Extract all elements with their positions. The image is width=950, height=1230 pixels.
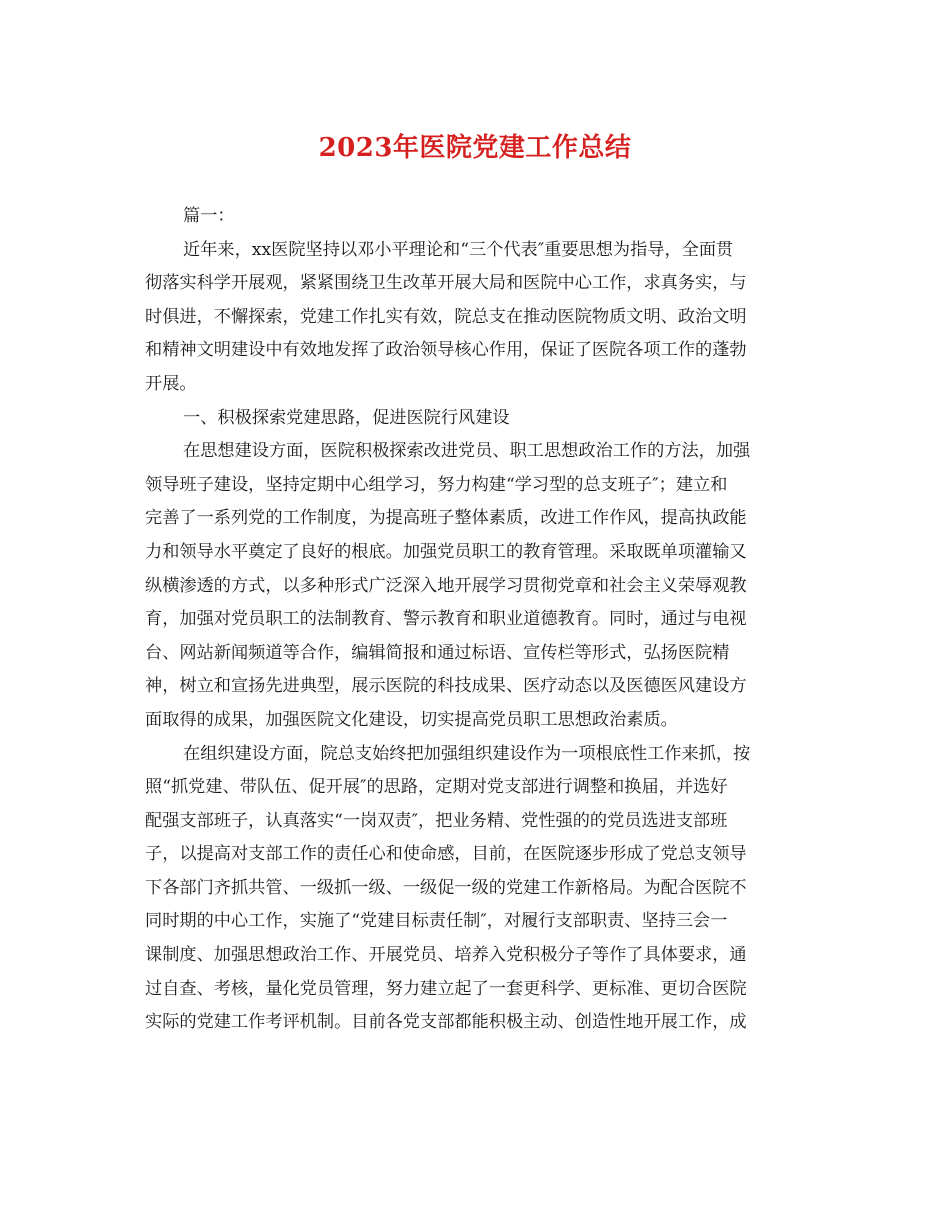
- text-line: 同时期的中心工作，实施了“党建目标责任制″，对履行支部职责、坚持三会一: [145, 911, 728, 932]
- document-title: 2023年医院党建工作总结: [318, 133, 632, 163]
- text-line: 和精神文明建设中有效地发挥了政治领导核心作用，保证了医院各项工作的蓬勃: [145, 340, 747, 361]
- text-line: 完善了一系列党的工作制度，为提高班子整体素质，改进工作作风，提高执政能: [145, 508, 747, 529]
- intro-paragraph: [145, 234, 805, 402]
- text-line: 神，树立和宣扬先进典型，展示医院的科技成果、医疗动态以及医德医风建设方: [145, 676, 747, 697]
- text-line: 下各部门齐抓共管、一级抓一级、一级促一级的党建工作新格局。为配合医院不: [145, 877, 747, 898]
- organization-paragraph: [145, 738, 805, 1040]
- text-line: 纵横渗透的方式，以多种形式广泛深入地开展学习贯彻党章和社会主义荣辱观教: [145, 575, 747, 596]
- text-line: 在思想建设方面，医院积极探索改进党员、职工思想政治工作的方法，加强: [183, 441, 751, 462]
- document-body: [145, 200, 805, 1040]
- text-line: 实际的党建工作考评机制。目前各党支部都能积极主动、创造性地开展工作，成: [145, 1012, 747, 1033]
- text-line: 开展。: [145, 373, 197, 394]
- ideology-paragraph: [145, 435, 805, 737]
- text-line: 近年来，xx医院坚持以邓小平理论和“三个代表″重要思想为指导，全面贯: [183, 239, 734, 260]
- section-heading: [145, 402, 805, 436]
- text-line: 配强支部班子，认真落实“一岗双责″，把业务精、党性强的的党员选进支部班: [145, 810, 728, 831]
- text-line: 彻落实科学开展观，紧紧围绕卫生改革开展大局和医院中心工作，求真务实，与: [145, 273, 747, 294]
- text-line: 过自查、考核，量化党员管理，努力建立起了一套更科学、更标准、更切合医院: [145, 978, 747, 999]
- text-line: 力和领导水平奠定了良好的根底。加强党员职工的教育管理。采取既单项灌输又: [145, 541, 747, 562]
- section-label: [145, 200, 805, 234]
- text-line: 台、网站新闻频道等合作，编辑简报和通过标语、宣传栏等形式，弘扬医院精: [145, 642, 730, 663]
- text-line: 领导班子建设，坚持定期中心组学习，努力构建“学习型的总支班子″；建立和: [145, 474, 728, 495]
- text-line: 育，加强对党员职工的法制教育、警示教育和职业道德教育。同时，通过与电视: [145, 609, 747, 630]
- text-line: 面取得的成果，加强医院文化建设，切实提高党员职工思想政治素质。: [145, 709, 678, 730]
- text-line: 课制度、加强思想政治工作、开展党员、培养入党积极分子等作了具体要求，通: [145, 945, 747, 966]
- text-line: 一、积极探索党建思路，促进医院行风建设: [183, 407, 510, 428]
- text-line: 在组织建设方面，院总支始终把加强组织建设作为一项根底性工作来抓，按: [183, 743, 751, 764]
- text-line: 子，以提高对支部工作的责任心和使命感，目前，在医院逐步形成了党总支领导: [145, 844, 747, 865]
- text-line: 照“抓党建、带队伍、促开展″的思路，定期对党支部进行调整和换届，并选好: [145, 777, 728, 798]
- text-line: 篇一：: [183, 206, 235, 226]
- text-line: 时俱进，不懈探索，党建工作扎实有效，院总支在推动医院物质文明、政治文明: [145, 306, 747, 327]
